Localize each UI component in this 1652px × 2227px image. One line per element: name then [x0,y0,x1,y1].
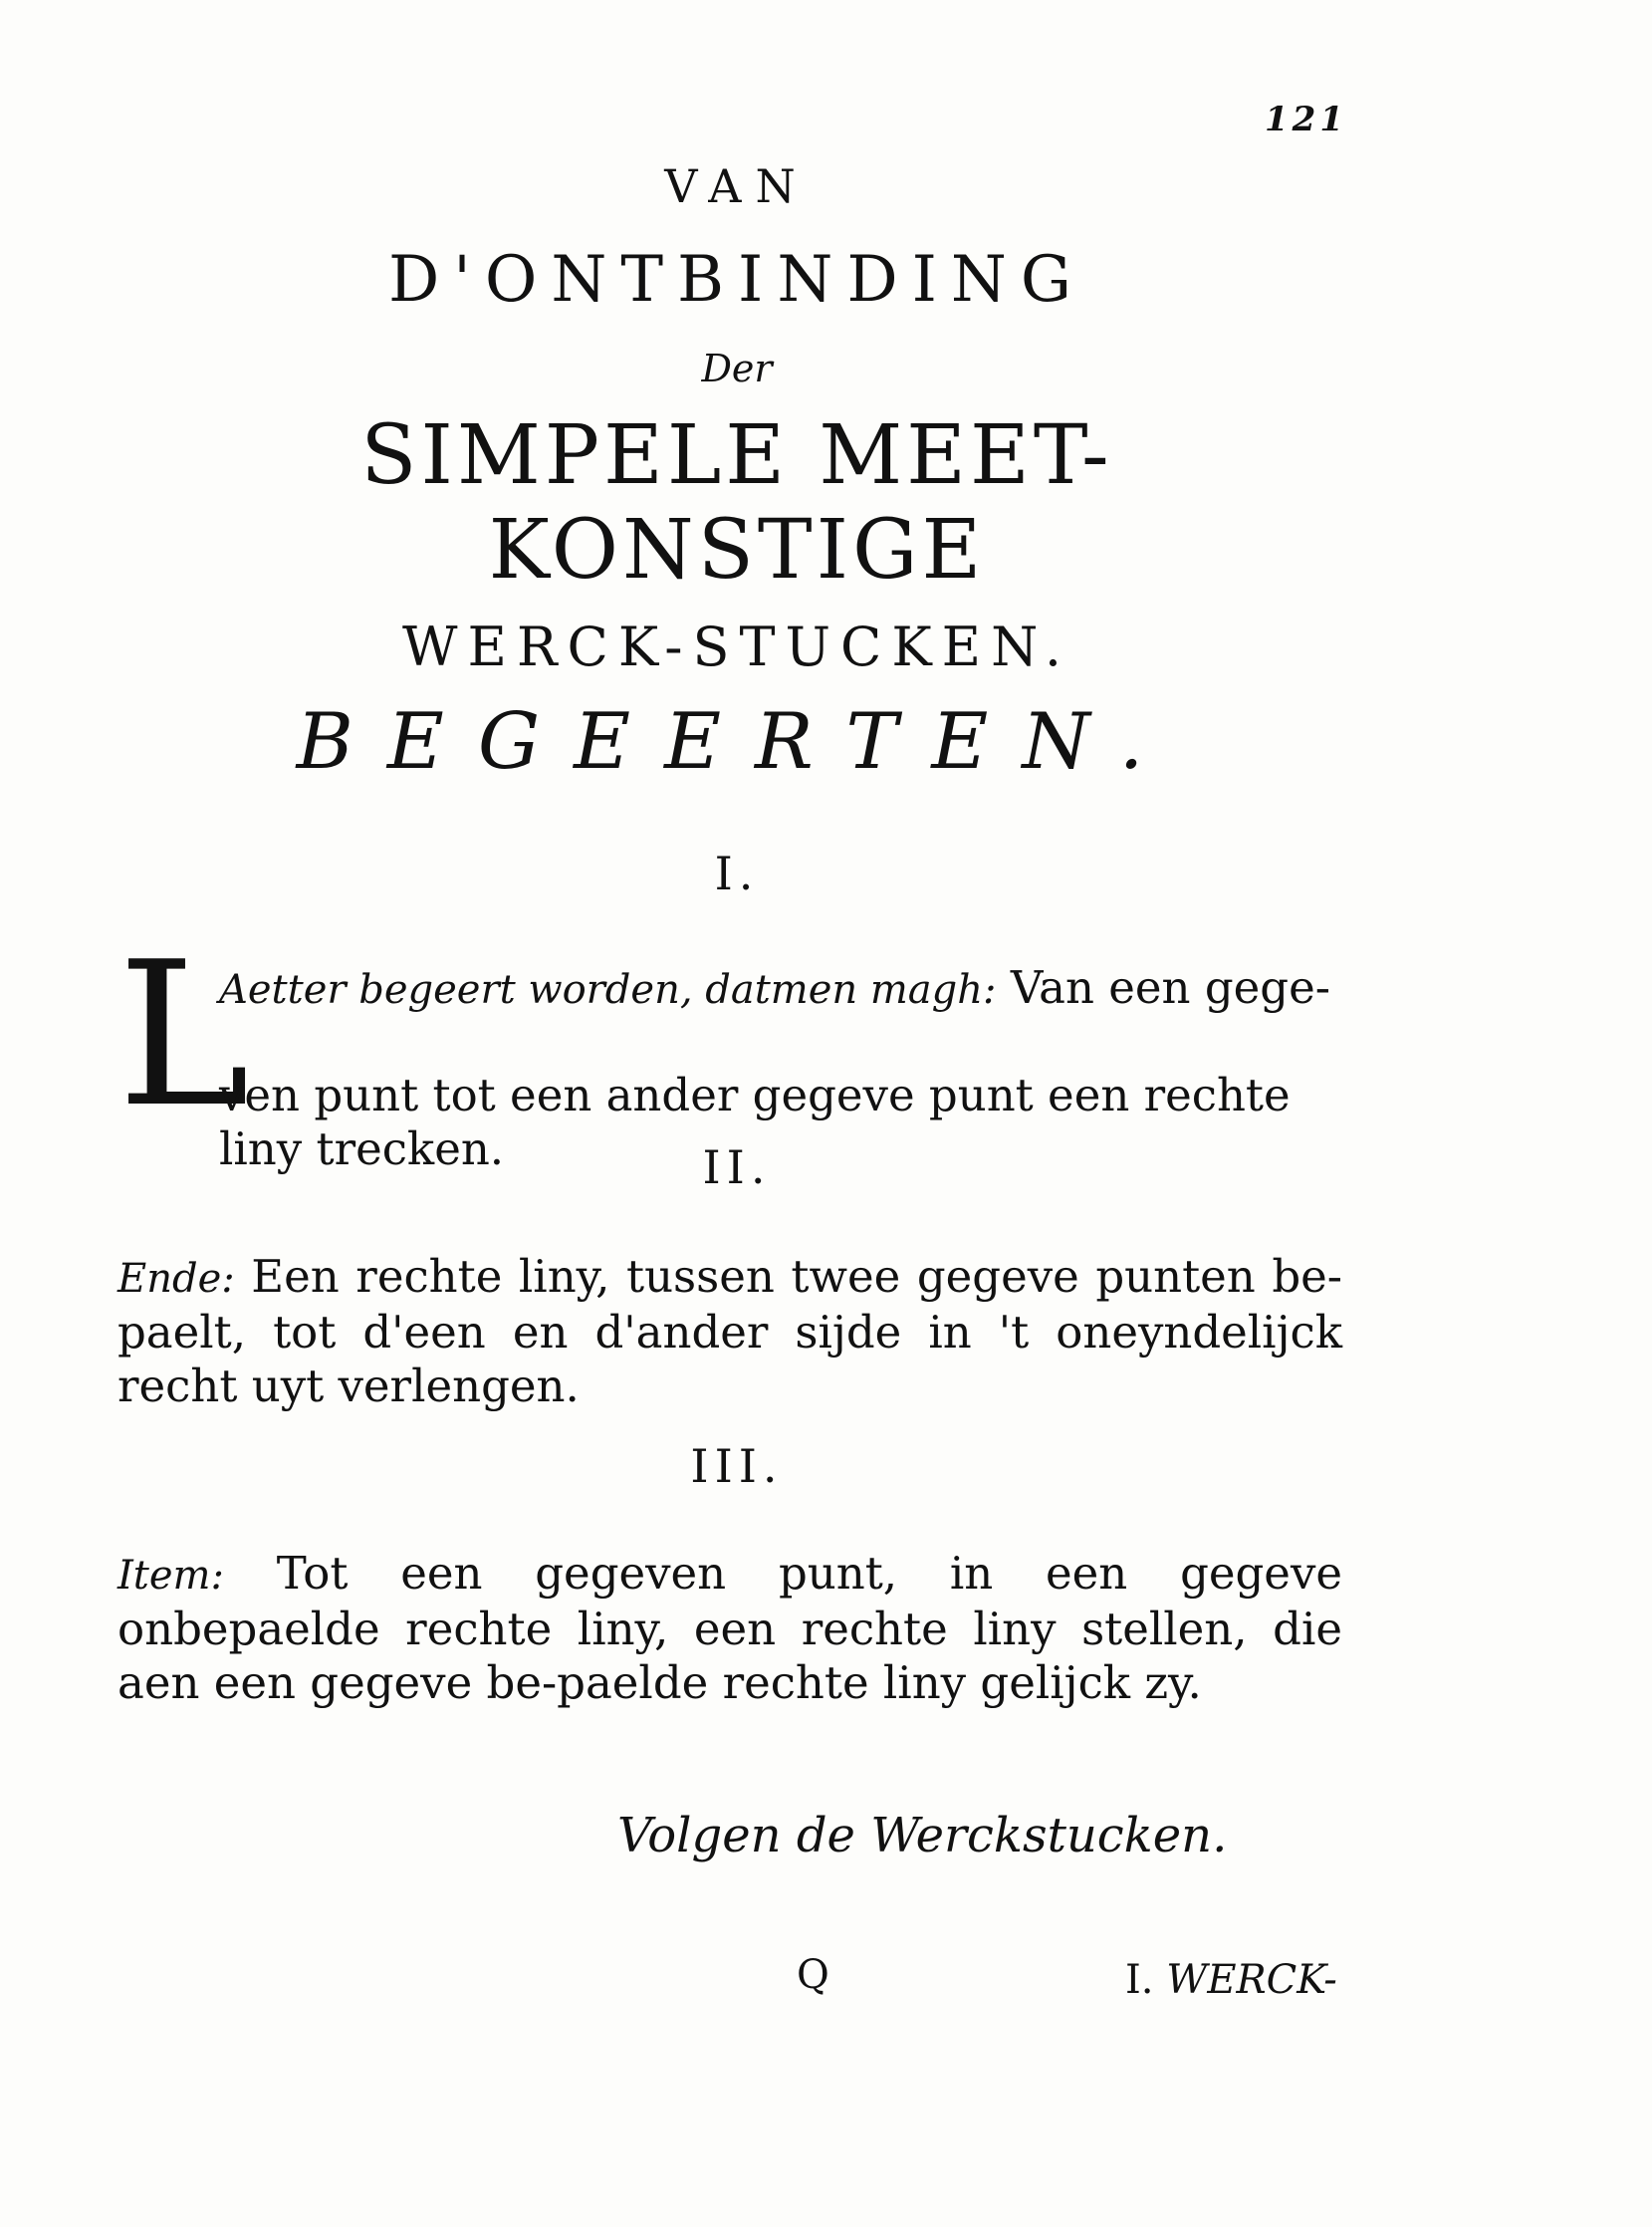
section-numeral-2: II. [702,1140,772,1194]
section-1-first-line [219,961,1342,1017]
section-1-first-line-text: Van een gege- [1010,961,1330,1014]
title-line-der: Der [701,347,773,390]
section-1-continuation: ven punt tot een ander gegeve punt een rechte liny trecken. [219,1069,1291,1175]
title-line-van: VAN [664,159,810,213]
section-2-paragraph [118,1250,1342,1413]
section-3-lead: Item: [118,1553,224,1599]
title-line-simpele: SIMPELE MEET-KONSTIGE [360,408,1113,598]
signature-mark: Q [797,1952,829,1998]
closing-line: Volgen de Werckstucken. [617,1808,1228,1863]
page-number: 121 [1265,100,1347,139]
section-heading-begeerten: BEGEERTEN. [296,697,1178,787]
catchword-word: WERCK- [1166,1957,1337,2003]
section-numeral-1: I. [714,847,760,900]
title-line-ontbinding: D'ONTBINDING [387,243,1086,317]
catchword [1125,1957,1337,2003]
title-line-werck-stucken: WERCK-STUCKEN. [401,616,1072,678]
title-block [139,159,1334,678]
section-2-lead: Ende: [118,1256,235,1302]
section-1-lead: Aetter begeert worden, datmen magh: [219,967,997,1013]
catchword-numeral: I. [1125,1957,1154,2003]
section-numeral-3: III. [690,1439,784,1493]
section-3-text: Tot een gegeven punt, in een gegeve onbepaelde rechte liny, een rechte liny stellen, die aen een gegeve be-paelde rechte liny gelijck zy. [118,1547,1342,1709]
section-2-text: Een rechte liny, tussen twee gegeve punten be-paelt, tot d'een en d'ander sijde in 't oneyndelijck recht uyt verlengen. [118,1250,1342,1412]
section-3-paragraph [118,1547,1342,1710]
drop-cap: L [118,919,250,1151]
